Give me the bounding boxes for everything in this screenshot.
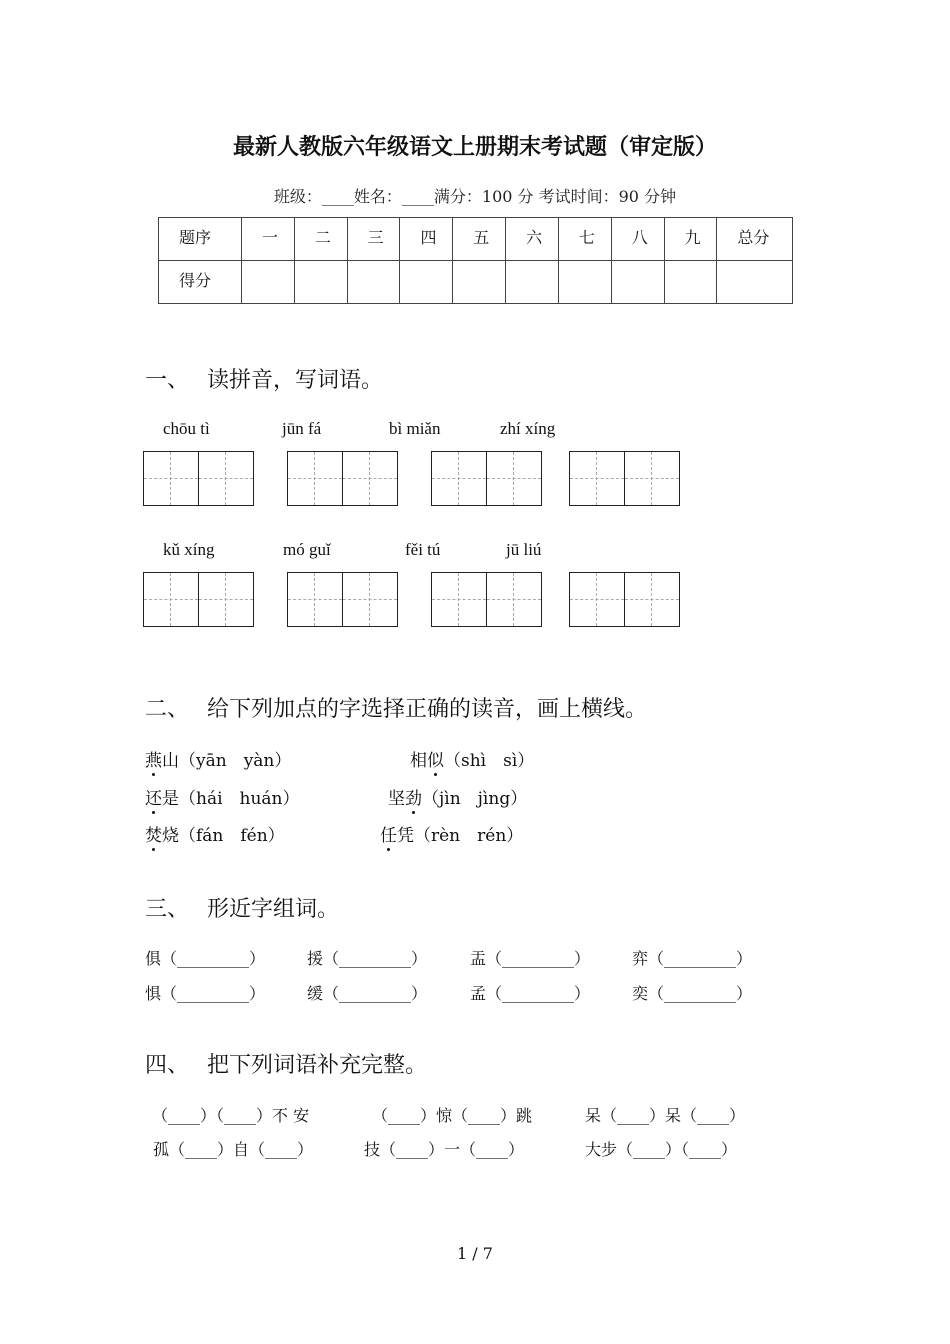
word-blank[interactable]: 缓（_________） [307,984,428,1003]
score-input-cell[interactable] [558,261,611,304]
idiom-blank[interactable]: （____）惊（____）跳 [372,1106,533,1125]
reading-options: 山（yān yàn） [162,751,292,771]
score-cell: 六 [506,218,559,261]
score-cell: 得分 [159,261,242,304]
pinyin-label: kǔ xíng [163,540,215,559]
score-input-cell[interactable] [242,261,295,304]
score-input-cell[interactable] [611,261,664,304]
score-cell: 八 [611,218,664,261]
dotted-char: 燕 [145,746,162,771]
reading-options: 烧（fán fén） [162,826,285,846]
section-number: 四、 [145,1053,190,1078]
reading-options: （shì sì） [444,751,535,771]
score-input-cell[interactable] [717,261,793,304]
score-table [158,217,793,304]
word-blank[interactable]: 盂（_________） [470,949,591,968]
writing-grid[interactable] [431,572,542,627]
section-4-heading [145,1048,427,1079]
section-2-heading [145,692,647,723]
plain-char: 坚 [388,789,405,809]
writing-grid[interactable] [431,451,542,506]
section-title: 给下列加点的字选择正确的读音，画上横线。 [207,697,648,722]
pinyin-label: bì miǎn [389,419,441,438]
score-cell: 题序 [159,218,242,261]
reading-item [380,821,523,846]
dotted-char: 还 [145,784,162,809]
score-table-score-row [159,261,793,304]
word-blank[interactable]: 俱（_________） [145,949,266,968]
word-blank[interactable]: 孟（_________） [470,984,591,1003]
score-cell: 一 [242,218,295,261]
exam-info: 班级：____姓名：____满分：100 分 考试时间：90 分钟 [273,187,677,206]
word-blank[interactable]: 援（_________） [307,949,428,968]
page-number: 1 / 7 [457,1244,493,1263]
score-table-header-row [159,218,793,261]
dotted-char: 焚 [145,821,162,846]
idiom-blank[interactable]: 孤（____）自（____） [153,1140,314,1159]
reading-item [145,746,291,771]
section-number: 一、 [145,368,190,393]
score-input-cell[interactable] [294,261,347,304]
score-input-cell[interactable] [453,261,506,304]
dotted-char: 劲 [405,784,422,809]
reading-options: （jìn jìng） [422,789,528,809]
writing-grid[interactable] [569,451,680,506]
score-cell: 四 [400,218,453,261]
idiom-blank[interactable]: （____）（____）不 安 [152,1106,310,1125]
page-title: 最新人教版六年级语文上册期末考试题（审定版） [232,134,717,160]
plain-char: 相 [410,751,427,771]
idiom-blank[interactable]: 技（____）一（____） [364,1140,525,1159]
score-input-cell[interactable] [664,261,717,304]
dotted-char: 任 [380,821,397,846]
score-cell: 九 [664,218,717,261]
reading-options: 凭（rèn rén） [397,826,524,846]
writing-grid[interactable] [287,451,398,506]
reading-item [410,746,534,771]
writing-grid[interactable] [287,572,398,627]
section-title: 读拼音，写词语。 [207,368,384,393]
word-blank[interactable]: 弈（_________） [632,949,753,968]
section-3-heading [145,892,339,923]
pinyin-label: mó guǐ [283,540,331,559]
score-cell: 七 [558,218,611,261]
dotted-char: 似 [427,746,444,771]
section-1-heading [145,363,383,394]
pinyin-label: fěi tú [405,540,441,559]
score-cell: 总分 [717,218,793,261]
pinyin-label: zhí xíng [500,419,556,438]
writing-grid[interactable] [143,572,254,627]
section-number: 三、 [145,897,190,922]
score-input-cell[interactable] [347,261,400,304]
score-cell: 五 [453,218,506,261]
reading-item [145,821,285,846]
writing-grid[interactable] [143,451,254,506]
pinyin-label: jū liú [506,540,542,559]
pinyin-label: jūn fá [282,419,322,438]
word-blank[interactable]: 奕（_________） [632,984,753,1003]
idiom-blank[interactable]: 呆（____）呆（____） [585,1106,746,1125]
score-input-cell[interactable] [506,261,559,304]
score-cell: 三 [347,218,400,261]
score-input-cell[interactable] [400,261,453,304]
idiom-blank[interactable]: 大步（____）（____） [585,1140,738,1159]
score-cell: 二 [294,218,347,261]
reading-item [145,784,300,809]
section-title: 形近字组词。 [207,897,340,922]
reading-options: 是（hái huán） [162,789,300,809]
writing-grid[interactable] [569,572,680,627]
reading-item [388,784,527,809]
section-number: 二、 [145,697,190,722]
section-title: 把下列词语补充完整。 [207,1053,428,1078]
word-blank[interactable]: 惧（_________） [145,984,266,1003]
pinyin-label: chōu tì [163,419,210,438]
